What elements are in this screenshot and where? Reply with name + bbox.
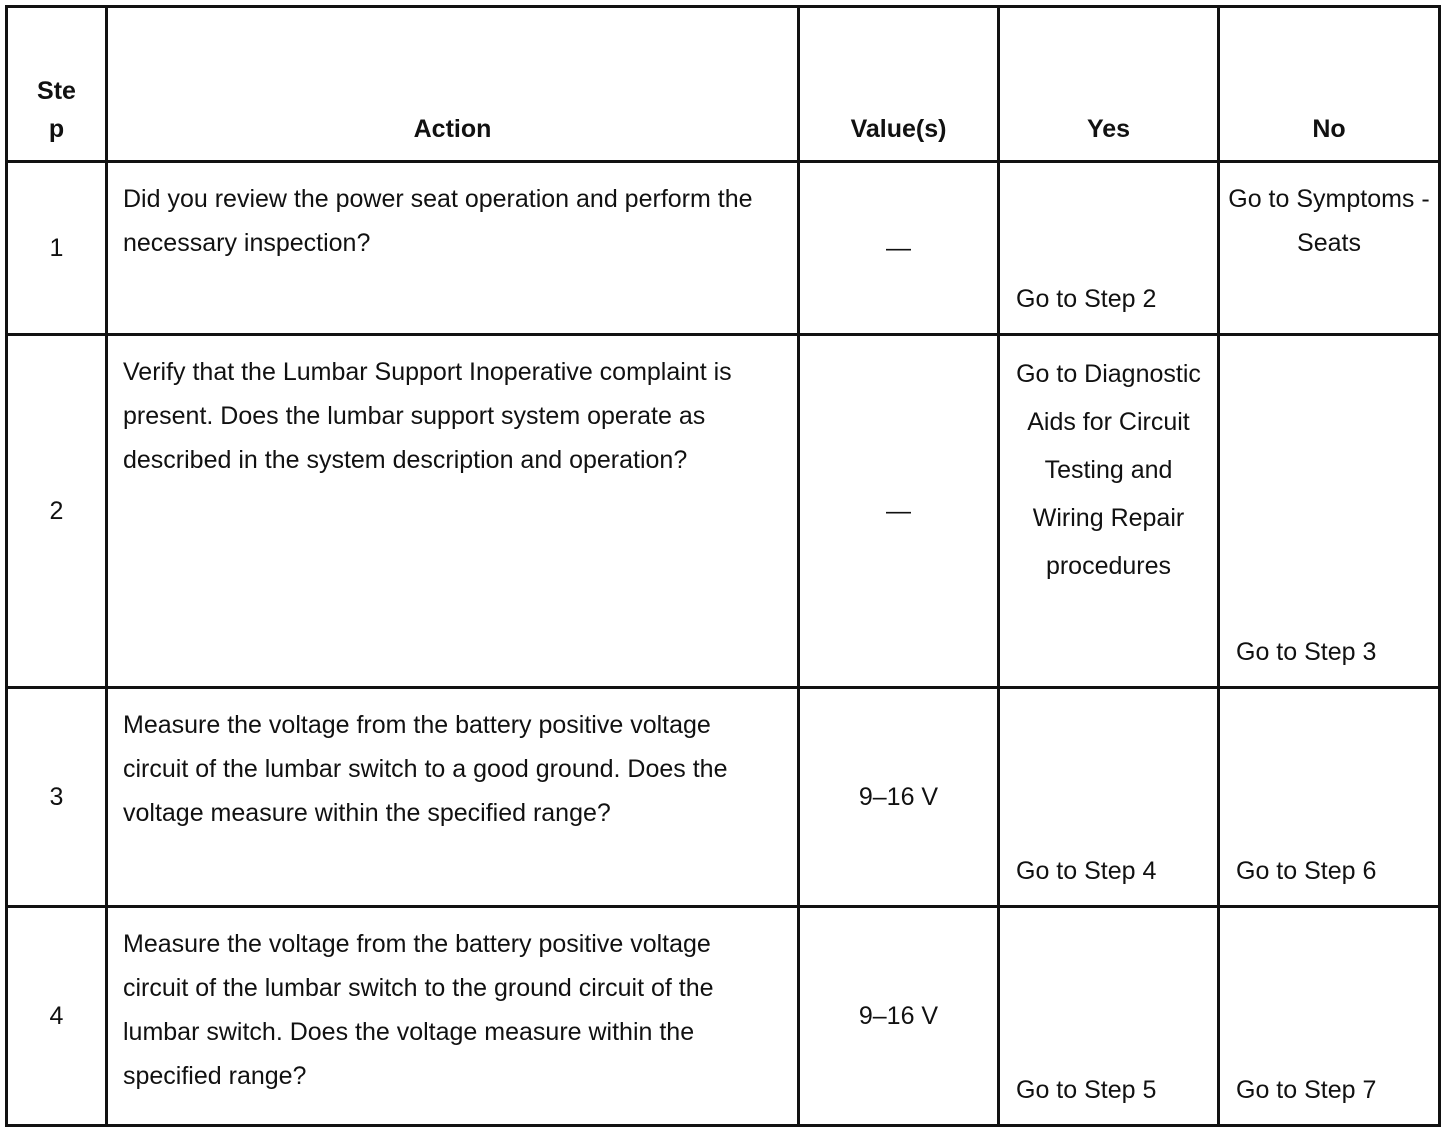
action-cell: Verify that the Lumbar Support Inoperative complaint is present. Does the lumbar support system operate as described in the system description and operation? xyxy=(107,335,799,688)
table-row xyxy=(7,688,1440,907)
step-cell: 4 xyxy=(7,907,107,1126)
step-cell: 1 xyxy=(7,162,107,335)
step-cell: 3 xyxy=(7,688,107,907)
action-cell: Measure the voltage from the battery positive voltage circuit of the lumbar switch to a good ground. Does the voltage measure within the specified range? xyxy=(107,688,799,907)
action-cell: Measure the voltage from the battery positive voltage circuit of the lumbar switch to the ground circuit of the lumbar switch. Does the voltage measure within the specified range? xyxy=(107,907,799,1126)
yes-cell: Go to Step 5 xyxy=(999,907,1219,1126)
no-cell: Go to Step 3 xyxy=(1219,335,1440,688)
header-action: Action xyxy=(107,7,799,162)
no-cell: Go to Step 7 xyxy=(1219,907,1440,1126)
value-cell: — xyxy=(799,162,999,335)
yes-cell-text: Go to Diagnostic Aids for Circuit Testing and Wiring Repair procedures xyxy=(1016,360,1201,580)
no-cell: Go to Step 6 xyxy=(1219,688,1440,907)
yes-cell: Go to Step 4 xyxy=(999,688,1219,907)
value-cell: — xyxy=(799,335,999,688)
value-cell: 9–16 V xyxy=(799,688,999,907)
yes-cell: Go to Step 2 xyxy=(999,162,1219,335)
table-row xyxy=(7,162,1440,335)
header-step: Step xyxy=(7,7,107,162)
header-values: Value(s) xyxy=(799,7,999,162)
value-cell: 9–16 V xyxy=(799,907,999,1126)
table-row xyxy=(7,907,1440,1126)
yes-cell xyxy=(999,335,1219,688)
action-cell: Did you review the power seat operation and perform the necessary inspection? xyxy=(107,162,799,335)
no-cell: Go to Symptoms - Seats xyxy=(1219,162,1440,335)
header-yes: Yes xyxy=(999,7,1219,162)
diagnostic-table xyxy=(5,5,1441,1127)
table-row xyxy=(7,335,1440,688)
step-cell: 2 xyxy=(7,335,107,688)
table-header-row xyxy=(7,7,1440,162)
header-no: No xyxy=(1219,7,1440,162)
